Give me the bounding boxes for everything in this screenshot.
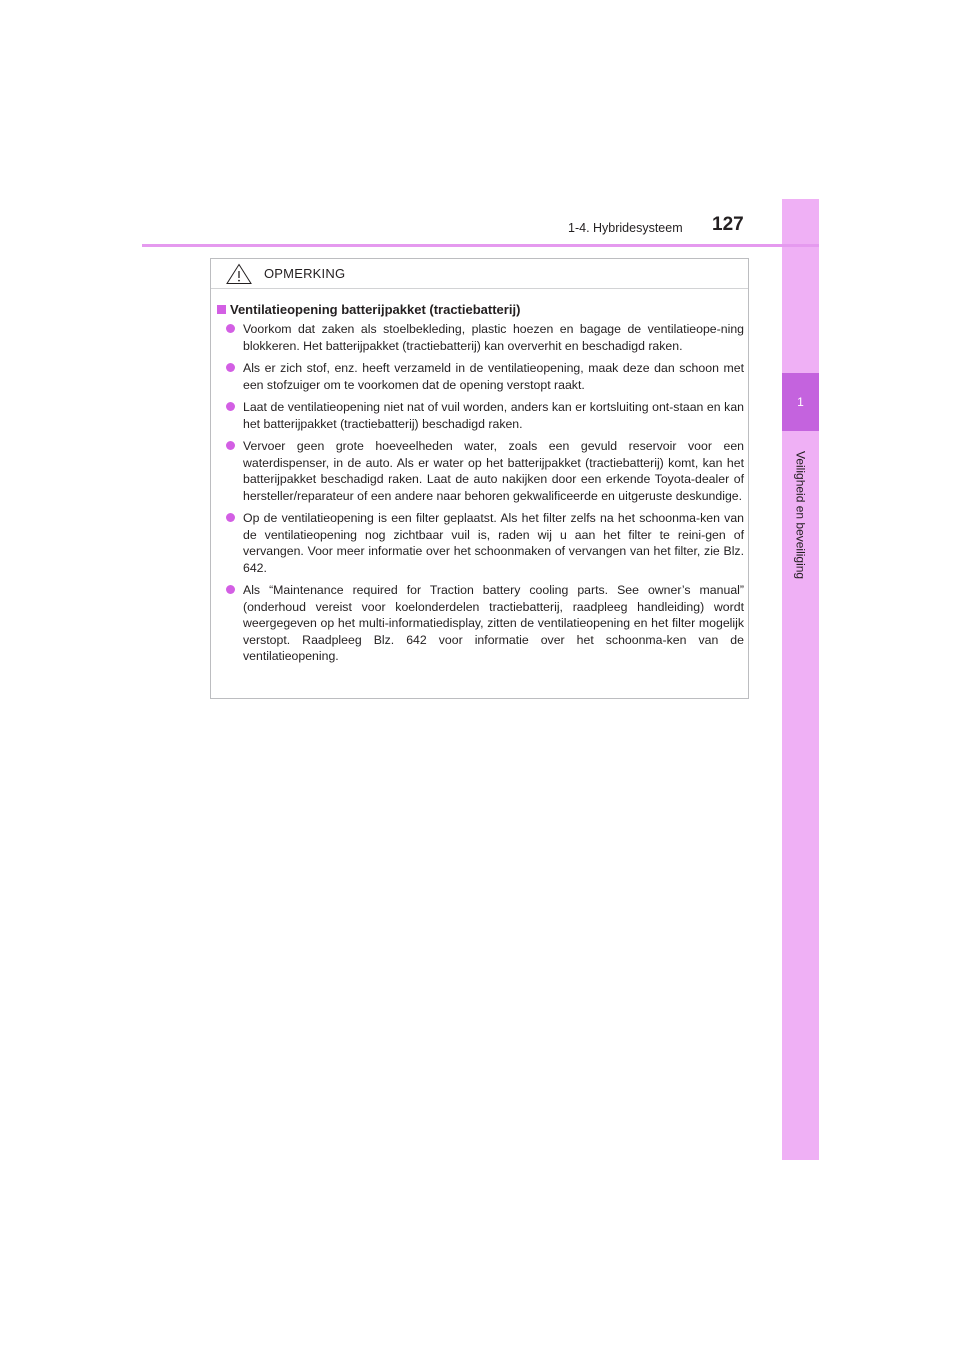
side-tab <box>782 199 819 1160</box>
notice-subheading <box>217 302 520 317</box>
chapter-title: Veiligheid en beveiliging <box>793 450 808 580</box>
list-item <box>225 399 744 432</box>
chapter-title-tab <box>782 440 819 590</box>
square-bullet-icon <box>217 305 226 314</box>
chapter-number-tab <box>782 373 819 431</box>
round-bullet-icon <box>226 402 235 411</box>
notice-box <box>210 258 749 699</box>
notice-header <box>211 259 748 289</box>
round-bullet-icon <box>226 441 235 450</box>
list-item-text: Voorkom dat zaken als stoelbekleding, plastic hoezen en bagage de ventilatieope-ning blokkeren. Het batterijpakket (tractiebatterij) kan oververhit en beschadigd raken. <box>243 322 744 353</box>
notice-title: OPMERKING <box>264 266 346 281</box>
list-item <box>225 321 744 354</box>
list-item-text: Vervoer geen grote hoeveelheden water, zoals een gevuld reservoir voor een waterdispenser, in de auto. Als er water op het batterijpakket (tractiebatterij) komt, kan het batterijpakket beschadigd raken. Laat de auto nakijken door een erkende Toyota-dealer of hersteller/reparateur of een andere naar behoren gekwalificeerde en uitgeruste deskundige. <box>243 439 744 503</box>
header-rule <box>142 244 819 247</box>
list-item-text: Als “Maintenance required for Traction battery cooling parts. See owner’s manual” (onderhoud vereist voor koelonderdelen tractiebatterij, raadpleeg handleiding) wordt weergegeven op het multi-informatiedisplay, zitten de ventilatieopening en het filter mogelijk verstopt. Raadpleeg Blz. 642 voor informatie over het schoonma-ken van de ventilatieopening. <box>243 583 744 663</box>
list-item-text: Op de ventilatieopening is een filter geplaatst. Als het filter zelfs na het schoonma-ken van de ventilatieopening nog zichtbaar vuil is, raden wij u aan het filter te reini-gen of vervangen. Voor meer informatie over het schoonmaken of vervangen van het filter, zie Blz. 642. <box>243 511 744 575</box>
round-bullet-icon <box>226 363 235 372</box>
warning-triangle-icon <box>226 263 252 285</box>
list-item <box>225 438 744 504</box>
list-item <box>225 360 744 393</box>
list-item <box>225 582 744 665</box>
subheading-text: Ventilatieopening batterijpakket (tractiebatterij) <box>230 302 521 317</box>
page-number: 127 <box>712 214 744 235</box>
section-title: 1-4. Hybridesysteem <box>568 221 683 235</box>
list-item-text: Laat de ventilatieopening niet nat of vuil worden, anders kan er kortsluiting ont-staan en kan het batterijpakket (tractiebatterij) beschadigd raken. <box>243 400 744 431</box>
list-item-text: Als er zich stof, enz. heeft verzameld in de ventilatieopening, maak deze dan schoon met een stofzuiger om te voorkomen dat de opening verstopt raakt. <box>243 361 744 392</box>
round-bullet-icon <box>226 324 235 333</box>
chapter-number: 1 <box>797 395 804 409</box>
list-item <box>225 510 744 576</box>
notice-list <box>225 321 744 671</box>
round-bullet-icon <box>226 513 235 522</box>
round-bullet-icon <box>226 585 235 594</box>
